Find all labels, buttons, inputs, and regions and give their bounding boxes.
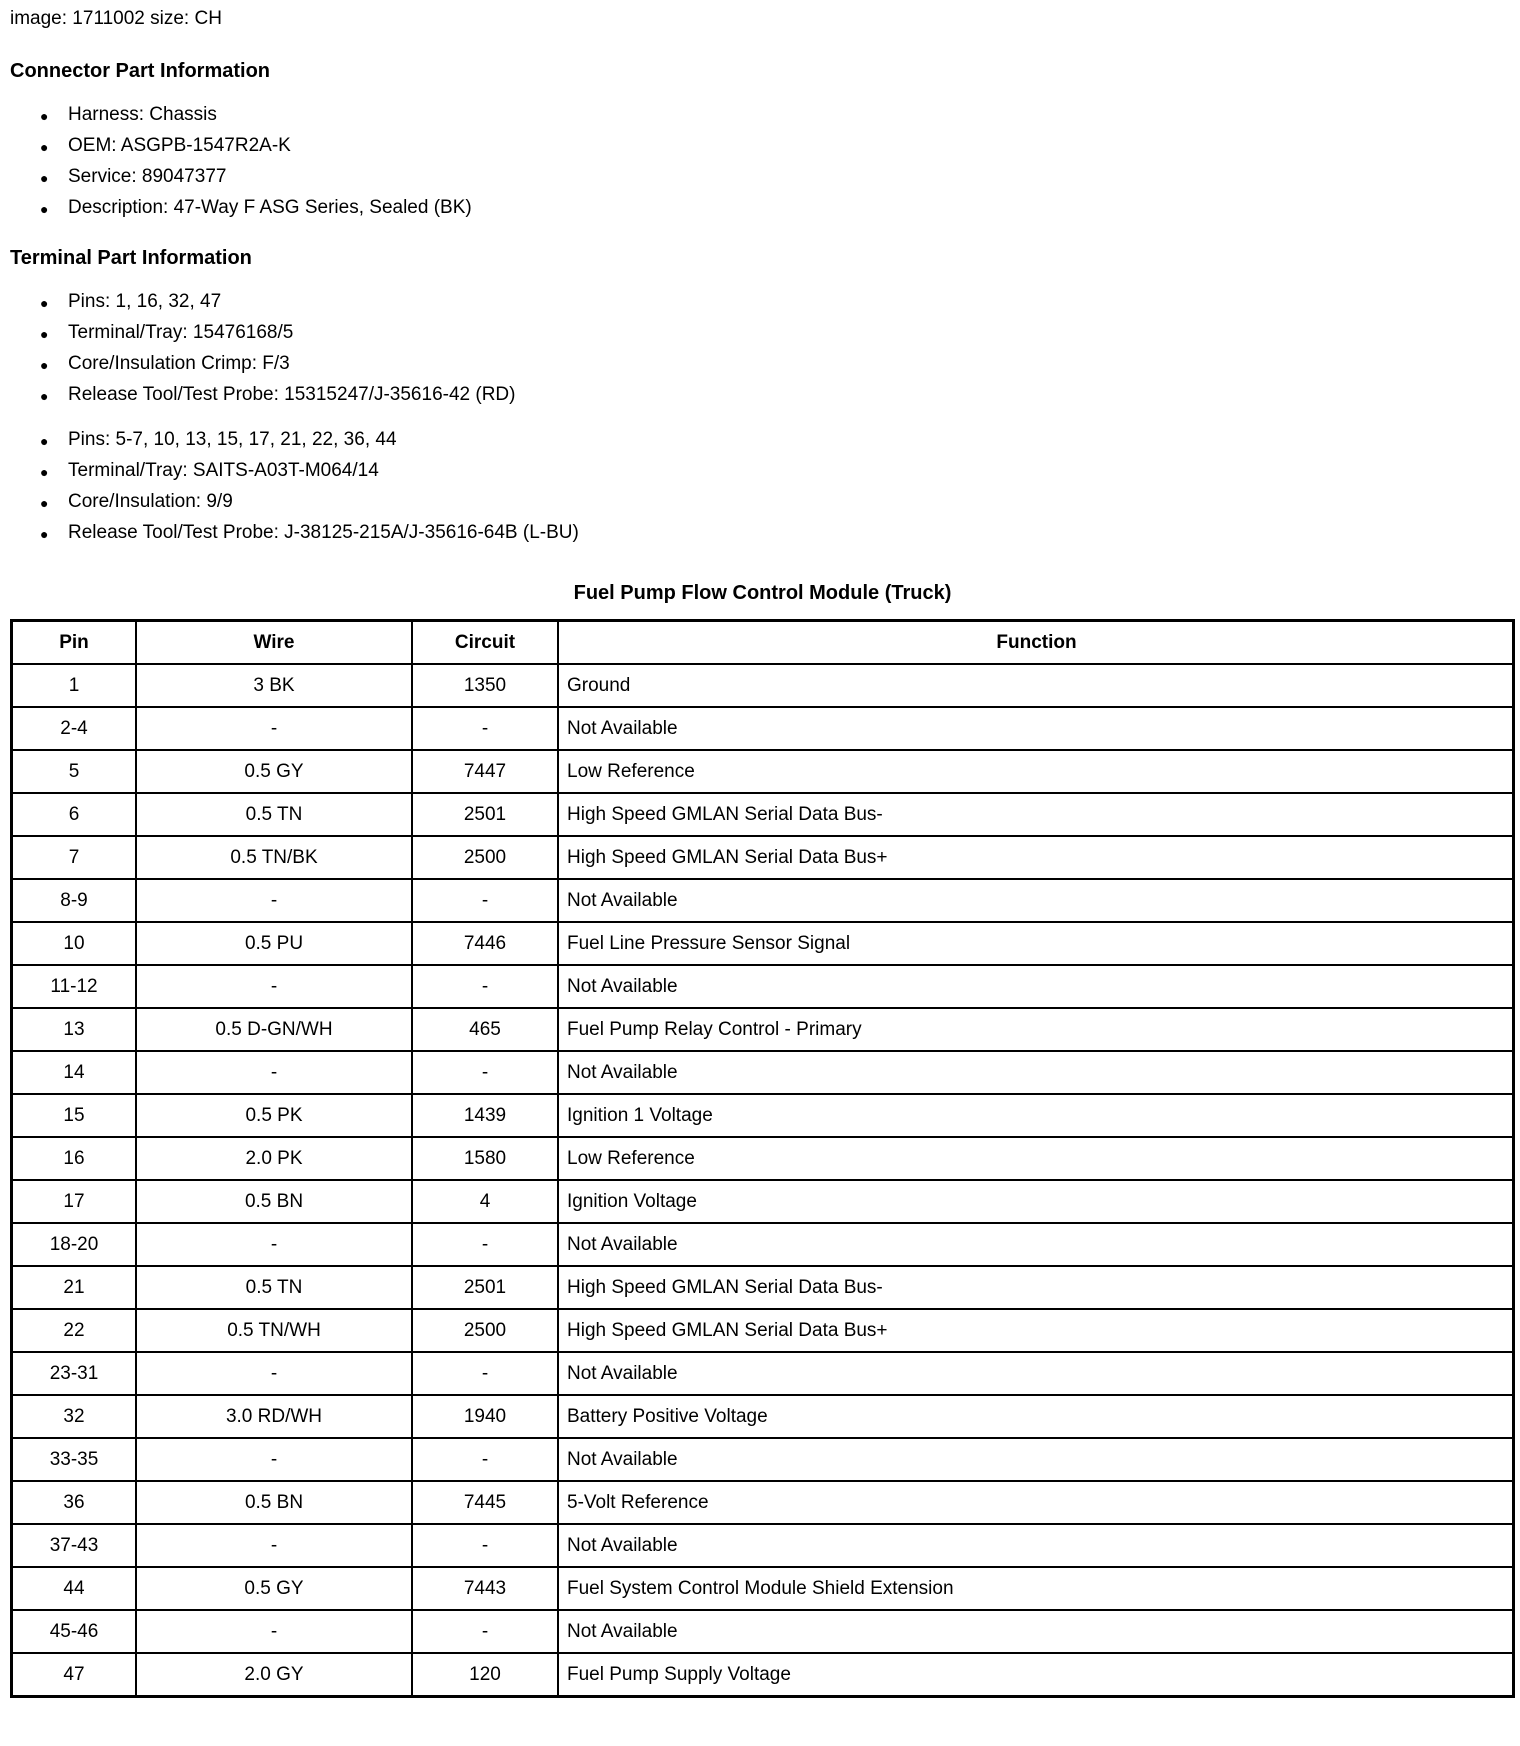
table-cell: 1580 bbox=[412, 1137, 558, 1180]
bullet-item: ● Core/Insulation Crimp: F/3 bbox=[40, 352, 1512, 375]
table-cell: 22 bbox=[12, 1309, 137, 1352]
table-cell: 0.5 TN/BK bbox=[136, 836, 412, 879]
table-cell: 7 bbox=[12, 836, 137, 879]
table-row bbox=[12, 1395, 1514, 1438]
table-cell: 7447 bbox=[412, 750, 558, 793]
table-cell: 0.5 GY bbox=[136, 1567, 412, 1610]
table-cell: - bbox=[412, 1610, 558, 1653]
table-cell: 0.5 D-GN/WH bbox=[136, 1008, 412, 1051]
table-row bbox=[12, 836, 1514, 879]
table-row bbox=[12, 750, 1514, 793]
table-row bbox=[12, 1051, 1514, 1094]
table-row bbox=[12, 1223, 1514, 1266]
table-cell: 15 bbox=[12, 1094, 137, 1137]
table-cell: 47 bbox=[12, 1653, 137, 1697]
table-row bbox=[12, 664, 1514, 707]
table-cell: 7446 bbox=[412, 922, 558, 965]
table-cell: Ground bbox=[558, 664, 1514, 707]
table-cell: Not Available bbox=[558, 1223, 1514, 1266]
table-cell: - bbox=[412, 1223, 558, 1266]
terminal-info-list-1 bbox=[10, 290, 1512, 406]
table-cell: - bbox=[136, 1524, 412, 1567]
table-cell: - bbox=[136, 1051, 412, 1094]
table-cell: Not Available bbox=[558, 1438, 1514, 1481]
table-row bbox=[12, 1524, 1514, 1567]
table-cell: Fuel Line Pressure Sensor Signal bbox=[558, 922, 1514, 965]
table-cell: 0.5 PU bbox=[136, 922, 412, 965]
table-cell: 2.0 PK bbox=[136, 1137, 412, 1180]
table-cell: 1350 bbox=[412, 664, 558, 707]
table-row bbox=[12, 1352, 1514, 1395]
column-header: Function bbox=[558, 621, 1514, 665]
table-cell: High Speed GMLAN Serial Data Bus+ bbox=[558, 1309, 1514, 1352]
table-row bbox=[12, 922, 1514, 965]
bullet-item: ● Core/Insulation: 9/9 bbox=[40, 490, 1512, 513]
bullet-item: ● Pins: 5-7, 10, 13, 15, 17, 21, 22, 36, 44 bbox=[40, 428, 1512, 451]
table-row bbox=[12, 1653, 1514, 1697]
table-cell: 11-12 bbox=[12, 965, 137, 1008]
table-cell: 13 bbox=[12, 1008, 137, 1051]
table-cell: - bbox=[412, 1524, 558, 1567]
table-cell: 2500 bbox=[412, 1309, 558, 1352]
table-cell: 44 bbox=[12, 1567, 137, 1610]
table-row bbox=[12, 1266, 1514, 1309]
table-cell: High Speed GMLAN Serial Data Bus+ bbox=[558, 836, 1514, 879]
table-row bbox=[12, 965, 1514, 1008]
bullet-item: ● Terminal/Tray: SAITS-A03T-M064/14 bbox=[40, 459, 1512, 482]
connector-info-list bbox=[10, 103, 1512, 219]
table-cell: 33-35 bbox=[12, 1438, 137, 1481]
table-cell: - bbox=[412, 1352, 558, 1395]
table-cell: Not Available bbox=[558, 1610, 1514, 1653]
table-cell: - bbox=[136, 1352, 412, 1395]
table-row bbox=[12, 1180, 1514, 1223]
table-row bbox=[12, 1137, 1514, 1180]
table-cell: - bbox=[412, 965, 558, 1008]
table-cell: Not Available bbox=[558, 1051, 1514, 1094]
table-cell: - bbox=[136, 707, 412, 750]
table-cell: 2500 bbox=[412, 836, 558, 879]
table-cell: 0.5 TN bbox=[136, 1266, 412, 1309]
pinout-table bbox=[10, 619, 1515, 1698]
terminal-info-list-2 bbox=[10, 428, 1512, 544]
table-cell: Not Available bbox=[558, 879, 1514, 922]
column-header: Pin bbox=[12, 621, 137, 665]
table-cell: 2.0 GY bbox=[136, 1653, 412, 1697]
table-cell: 1 bbox=[12, 664, 137, 707]
bullet-item: ● Service: 89047377 bbox=[40, 165, 1512, 188]
table-cell: Not Available bbox=[558, 1352, 1514, 1395]
table-cell: - bbox=[136, 965, 412, 1008]
table-cell: 0.5 PK bbox=[136, 1094, 412, 1137]
table-title: Fuel Pump Flow Control Module (Truck) bbox=[573, 582, 952, 604]
table-cell: 16 bbox=[12, 1137, 137, 1180]
table-cell: 18-20 bbox=[12, 1223, 137, 1266]
table-row bbox=[12, 1567, 1514, 1610]
table-cell: Not Available bbox=[558, 1524, 1514, 1567]
table-cell: - bbox=[136, 879, 412, 922]
table-row bbox=[12, 707, 1514, 750]
column-header: Circuit bbox=[412, 621, 558, 665]
table-cell: - bbox=[136, 1610, 412, 1653]
bullet-item: ● OEM: ASGPB-1547R2A-K bbox=[40, 134, 1512, 157]
table-cell: 14 bbox=[12, 1051, 137, 1094]
table-cell: - bbox=[412, 707, 558, 750]
image-meta-line: image: 1711002 size: CH bbox=[10, 8, 222, 29]
table-row bbox=[12, 793, 1514, 836]
table-cell: 6 bbox=[12, 793, 137, 836]
table-cell: High Speed GMLAN Serial Data Bus- bbox=[558, 793, 1514, 836]
table-cell: Fuel System Control Module Shield Extension bbox=[558, 1567, 1514, 1610]
table-body bbox=[12, 664, 1514, 1697]
table-cell: 17 bbox=[12, 1180, 137, 1223]
column-header: Wire bbox=[136, 621, 412, 665]
table-cell: 7443 bbox=[412, 1567, 558, 1610]
table-row bbox=[12, 879, 1514, 922]
table-cell: Ignition 1 Voltage bbox=[558, 1094, 1514, 1137]
table-cell: Fuel Pump Relay Control - Primary bbox=[558, 1008, 1514, 1051]
table-cell: 1439 bbox=[412, 1094, 558, 1137]
table-cell: 5-Volt Reference bbox=[558, 1481, 1514, 1524]
table-cell: 0.5 GY bbox=[136, 750, 412, 793]
table-cell: 0.5 TN/WH bbox=[136, 1309, 412, 1352]
table-cell: 37-43 bbox=[12, 1524, 137, 1567]
bullet-item: ● Pins: 1, 16, 32, 47 bbox=[40, 290, 1512, 313]
table-cell: 3 BK bbox=[136, 664, 412, 707]
table-row bbox=[12, 1309, 1514, 1352]
bullet-item: ● Release Tool/Test Probe: 15315247/J-35616-42 (RD) bbox=[40, 383, 1512, 406]
bullet-item: ● Terminal/Tray: 15476168/5 bbox=[40, 321, 1512, 344]
table-cell: 4 bbox=[412, 1180, 558, 1223]
table-header-row bbox=[12, 621, 1514, 665]
bullet-item: ● Description: 47-Way F ASG Series, Sealed (BK) bbox=[40, 196, 1512, 219]
table-cell: 1940 bbox=[412, 1395, 558, 1438]
table-cell: 36 bbox=[12, 1481, 137, 1524]
table-cell: 120 bbox=[412, 1653, 558, 1697]
table-cell: - bbox=[136, 1438, 412, 1481]
bullet-item: ● Release Tool/Test Probe: J-38125-215A/J-35616-64B (L-BU) bbox=[40, 521, 1512, 544]
table-cell: 8-9 bbox=[12, 879, 137, 922]
table-row bbox=[12, 1438, 1514, 1481]
table-cell: 2501 bbox=[412, 793, 558, 836]
table-cell: Low Reference bbox=[558, 1137, 1514, 1180]
connector-part-heading: Connector Part Information bbox=[10, 60, 271, 82]
table-row bbox=[12, 1094, 1514, 1137]
table-cell: 10 bbox=[12, 922, 137, 965]
table-cell: - bbox=[136, 1223, 412, 1266]
table-cell: 45-46 bbox=[12, 1610, 137, 1653]
table-cell: 3.0 RD/WH bbox=[136, 1395, 412, 1438]
table-cell: 23-31 bbox=[12, 1352, 137, 1395]
table-cell: 465 bbox=[412, 1008, 558, 1051]
table-row bbox=[12, 1481, 1514, 1524]
table-cell: 2501 bbox=[412, 1266, 558, 1309]
table-cell: Ignition Voltage bbox=[558, 1180, 1514, 1223]
table-cell: 7445 bbox=[412, 1481, 558, 1524]
table-cell: High Speed GMLAN Serial Data Bus- bbox=[558, 1266, 1514, 1309]
table-row bbox=[12, 1008, 1514, 1051]
table-row bbox=[12, 1610, 1514, 1653]
table-cell: - bbox=[412, 1438, 558, 1481]
table-cell: 32 bbox=[12, 1395, 137, 1438]
table-cell: 0.5 TN bbox=[136, 793, 412, 836]
table-cell: - bbox=[412, 879, 558, 922]
terminal-part-heading: Terminal Part Information bbox=[10, 247, 252, 269]
table-cell: 5 bbox=[12, 750, 137, 793]
table-cell: 21 bbox=[12, 1266, 137, 1309]
table-cell: Battery Positive Voltage bbox=[558, 1395, 1514, 1438]
table-cell: - bbox=[412, 1051, 558, 1094]
table-cell: 2-4 bbox=[12, 707, 137, 750]
table-cell: 0.5 BN bbox=[136, 1180, 412, 1223]
table-cell: Low Reference bbox=[558, 750, 1514, 793]
table-cell: Not Available bbox=[558, 965, 1514, 1008]
table-cell: Fuel Pump Supply Voltage bbox=[558, 1653, 1514, 1697]
bullet-item: ● Harness: Chassis bbox=[40, 103, 1512, 126]
table-cell: 0.5 BN bbox=[136, 1481, 412, 1524]
table-cell: Not Available bbox=[558, 707, 1514, 750]
